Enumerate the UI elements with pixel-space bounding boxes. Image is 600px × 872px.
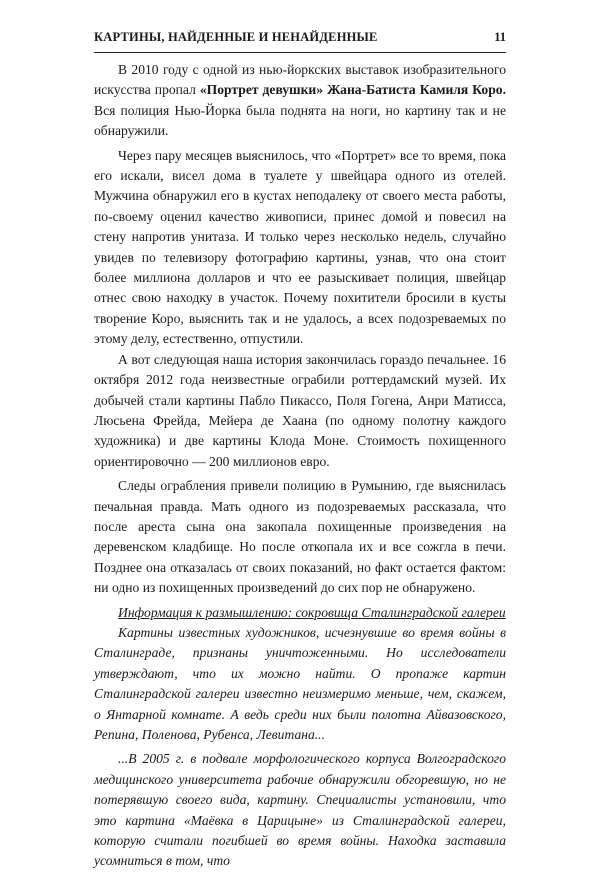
chapter-title: КАРТИНЫ, НАЙДЕННЫЕ И НЕНАЙДЕННЫЕ [94,30,378,44]
paragraph-6: ...В 2005 г. в подвале морфологического корпуса Волгоградского медицинского университета рабочие обнаружили обгоревшую, но не потерявшую своего вида, картину. Специалисты установили, что это картина «Маёвка в Царицыне» из Сталинградской галереи, которую считали погибшей во время войны. Находка заставила усомниться в том, что [94,751,506,869]
page-body [94,60,506,872]
painting-title: «Портрет девушки» Жана-Батиста Камиля Коро. [199,82,506,98]
paragraph-3: А вот следующая наша история закончилась гораздо печальнее. 16 октября 2012 года неизвестные ограбили роттердамский музей. Их добычей стали картины Пабло Пикассо, Поля Гогена, Анри Матисса, Люсьена Фрейда, Мейера де Хаана (по одному полотну каждого художника) и две картины Клода Моне. Стоимость похищенного ориентировочно — 200 миллионов евро. [94,351,506,469]
paragraph-1-start: В 2010 году с одной из нью-йоркских выставок изобразительного искусства пропал [94,62,506,98]
paragraph-1-end: Вся полиция Нью-Йорка была поднята на ноги, но картину так и не обнаружили. [94,102,506,139]
paragraph-4: Следы ограбления привели полицию в Румынию, где выяснилась печальная правда. Мать одного из подозреваемых рассказала, что после ареста сына она закопала похищенные произведения на деревенском кладбище. Но после откопала их и все сожгла в печи. Позднее она отказалась от своих показаний, но факт остается фактом: ни одно из похищенных произведений до сих пор не обнаружено. [94,478,506,596]
paragraph-1 [94,60,506,142]
paragraph-2: Через пару месяцев выяснилось, что «Портрет» все то время, пока его искали, висел дома в туалете у швейцара одного из отелей. Мужчина обнаружил его в кустах неподалеку от своего места работы, по-своему оценил качество живописи, принес домой и повесил на стену напротив унитаза. И только через несколько недель, случайно увидев по телевизору фотографию картины, узнав, что она стоит более миллиона долларов и что ее разыскивает полиция, швейцар отнес свою находку в участок. Почему похитители бросили в кусты творение Коро, выяснить так и не удалось, а всех подозреваемых по этому делу, естественно, отпустили. [94,147,506,347]
info-heading: Информация к размышлению: сокровища Сталинградской галереи [118,604,506,620]
page-number: 11 [494,30,506,44]
paragraph-5: Картины известных художников, исчезнувшие во время войны в Сталинграде, признаны уничтоженными. Но исследователи утверждают, что их можно найти. О пропаже картин Сталинградской галереи известно неизмеримо меньше, чем, скажем, о Янтарной комнате. А ведь среди них были полотна Айвазовского, Репина, Поленова, Рубенса, Левитана... [94,624,506,742]
running-header [94,30,506,53]
